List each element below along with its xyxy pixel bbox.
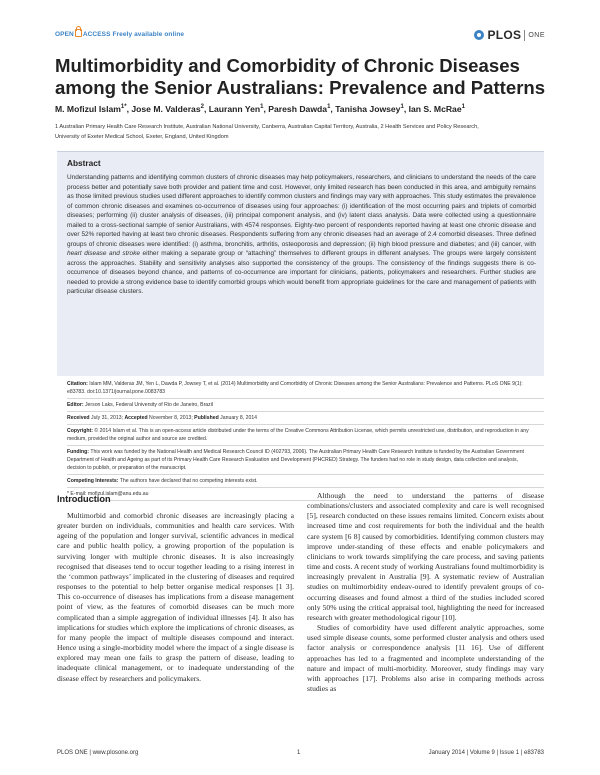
author-affil-marker: 1*	[120, 104, 127, 111]
author-name: Jose M. Valderas	[131, 104, 201, 114]
received-text: July 31, 2013;	[89, 415, 125, 421]
accepted-text: November 8, 2013;	[147, 415, 195, 421]
abstract-heading: Abstract	[67, 158, 101, 168]
plos-logo-icon	[474, 30, 484, 40]
author-affil-marker: 1	[461, 104, 465, 111]
freely-available-label: Freely available online	[112, 31, 185, 38]
funding-text: This work was funded by the National Health and Medical Research Council ID (402793, 2006). The Australian Primary Health Care Research Institute is funded by the Australian Government Department of Health and Ageing as part of its Primary Health Care Research Evaluation and Development (PHCRED) Strategy. The funders had no role in study design, data collection and analysis, decision to publish, or preparation of the manuscript.	[67, 449, 524, 471]
logo-divider	[524, 30, 525, 41]
meta-divider	[67, 445, 544, 446]
meta-divider	[67, 398, 544, 399]
abstract-panel	[57, 151, 544, 376]
introduction-heading: Introduction	[57, 494, 111, 504]
title-line-1: Multimorbidity and Comorbidity of Chronic Diseases	[55, 55, 520, 76]
footer-journal	[57, 750, 138, 756]
editor-label: Editor:	[67, 402, 84, 408]
citation-text: Islam MM, Valderas JM, Yen L, Dawda P, Jowsey T, et al. (2014) Multimorbidity and Comorbidity of Chronic Diseases among the Senior Australians: Prevalence and Patterns. PLoS ONE 9(1): e83783. doi:10.1371/journal.pone.0083783	[67, 381, 523, 395]
funding-label: Funding:	[67, 449, 89, 455]
logo-journal: ONE	[528, 31, 545, 39]
meta-divider	[67, 474, 544, 475]
citation	[67, 380, 537, 396]
dates	[67, 414, 537, 422]
competing-text: The authors have declared that no competing interests exist.	[118, 478, 258, 484]
title-line-2: among the Senior Australians: Prevalence and Patterns	[55, 77, 546, 98]
affiliation-line-1: 1 Australian Primary Health Care Research Institute, Australian National University, Canberra, Australian Capital Territory, Australia, 2 Health Services and Policy Research,	[55, 124, 479, 130]
author-affil-marker: 2	[200, 104, 204, 111]
intro-paragraph: Although the need to understand the patterns of disease combinations/clusters and associated complexity and care is well recognised [5], research conducted on these issues remains limited. Concern exists about increased time and cost requirements for both the individual and the health care system [6 8] caused by comorbidities. Identifying common clusters may improve under-standing of these effects and enable policymakers and clinicians to work towards simplifying the care process, and saving patients time and costs. A recent study of working Australians found multimorbidity is increasingly prevalent in Australia [9]. A systematic review of Australian studies on multimorbidity endeav-oured to identify prevalent groups of co-occurring diseases and found almost a third of the studies included scored only 50% using the critical appraisal tool, highlighting the need for increased research with greater methodological rigour [10].	[307, 491, 544, 622]
footer-url: | www.plosone.org	[89, 750, 139, 756]
footer-issue: January 2014 | Volume 9 | Issue 1 | e83783	[428, 750, 544, 756]
intro-right-column	[307, 491, 544, 694]
citation-label: Citation:	[67, 381, 88, 387]
copyright-text: © 2014 Islam et al. This is an open-access article distributed under the terms of the Creative Commons Attribution License, which permits unrestricted use, distribution, and reproduction in any medium, provided the original author and source are credited.	[67, 428, 529, 442]
author-list: M. Mofizul Islam$^{1*}$, Jose M. Valderas$^2$, Laurann Yen$^1$, Paresh Dawda$^1$, Tanisha Jowsey$^1$, Ian S. McRae$^1$	[55, 104, 465, 114]
correspondence-email: * E-mail: mofizul.islam@anu.edu.au	[67, 491, 149, 497]
open-lock-icon	[75, 29, 82, 37]
copyright	[67, 427, 537, 443]
received-label: Received	[67, 415, 90, 421]
published-label: Published	[194, 415, 219, 421]
intro-paragraph: Multimorbid and comorbid chronic diseases are increasingly placing a greater burden on individuals, communities and health care services. With ageing of the population and longer survival, scientific advances in medical care and public health policy, a growing proportion of the population is surviving longer with multiple chronic diseases. It is also increasingly recognised that diseases tend to occur together leading to a rising interest in the ‘common pathways’ implicated in the clustering of diseases and required responses to the potential to help better organise medical responses [1 3]. This co-occurrence of diseases has implications from a disease management point of view, as the features of comorbid diseases can be much more complicated than a simple aggregation of individual illnesses [4]. It also has implications for studies which explore the implications of chronic diseases, as for many people the impact of multiple diseases compound and interact. Hence using a single-morbidity model where the impact of a single disease is explored may mean one fails to grasp the pattern of disease, leading to inadequate clinical management, or to inadequate understanding of the disease effect by researchers and policymakers.	[57, 511, 294, 683]
abstract-body	[67, 173, 536, 297]
author-affil-marker: 1	[400, 104, 404, 111]
page-number: 1	[297, 750, 301, 756]
open-access-banner	[55, 29, 184, 38]
meta-divider	[67, 411, 544, 412]
intro-left-column	[57, 511, 294, 684]
open-access-prefix: OPEN	[55, 31, 74, 38]
meta-divider	[67, 424, 544, 425]
editor	[67, 401, 537, 409]
competing-interests	[67, 477, 537, 485]
footer-journal-name: PLOS ONE	[57, 750, 88, 756]
author-affil-marker: 1	[260, 104, 264, 111]
plos-one-logo	[474, 27, 545, 43]
accepted-label: Accepted	[124, 415, 148, 421]
abstract-text-b: either making a separate group or “attaching” themselves to different groups in different analyses. The groups were largely consistent across the approaches. Stability and sensitivity analyses also supported the consistency of the groups. The consistency of the findings suggests there is co-occurrence of diseases beyond chance, and patterns of co-occurrence are important for clinicians, patients, policymakers and researchers. Further studies are needed to provide a strong evidence base to identify comorbid groups which would benefit from appropriate guidelines for the care and management of patients with particular disease clusters.	[67, 250, 536, 295]
funding	[67, 448, 537, 472]
published-text: January 8, 2014	[218, 415, 258, 421]
abstract-text-a: Understanding patterns and identifying common clusters of chronic diseases may help policymakers, researchers, and clinicians to understand the needs of the care process better and potentially save both provider and patient time and cost. However, only limited research has been conducted in this area, and ambiguity remains as those limited previous studies used different approaches to identify common clusters and findings may vary with approaches. This study estimates the prevalence of common chronic diseases and examines co-occurrence of diseases using four approaches: (i) identification of the most occurring pairs and triplets of comorbid diseases; performing (ii) cluster analysis of diseases, (iii) principal component analysis, and (iv) latent class analysis. Data were collected using a questionnaire mailed to a cross-sectional sample of senior Australians, with 4574 responses. Eighty-two percent of respondents reported having at least one chronic disease and over 52% reported having at least two chronic diseases. Respondents suffering from any chronic diseases had an average of 2.4 comorbid diseases. Three defined groups of chronic diseases were identified: (i) asthma, bronchitis, arthritis, osteoporosis and depression; (ii) high blood pressure and diabetes; and (iii) cancer, with	[67, 174, 536, 248]
logo-brand: PLOS	[487, 28, 522, 42]
meta-divider	[67, 487, 544, 488]
intro-paragraph: Studies of comorbidity have used different analytic approaches, some used simple disease counts, some performed cluster analysis and others used factor analysis or correspondence analysis [11 16]. Use of different approaches has led to a fragmented and incomplete understanding of the nature and impact of multi-morbidity. Moreover, study findings may vary with approaches [17]. Problems also arise in comparing methods across studies as	[307, 623, 544, 693]
author-name: Tanisha Jowsey	[335, 104, 401, 114]
author-affil-marker: 1	[327, 104, 331, 111]
author-name: Laurann Yen	[208, 104, 261, 114]
copyright-label: Copyright:	[67, 428, 93, 434]
author-name: M. Mofizul Islam	[55, 104, 121, 114]
competing-label: Competing Interests:	[67, 478, 119, 484]
editor-text: Jerson Laks, Federal University of Rio de Janeiro, Brazil	[83, 402, 213, 408]
affiliations	[55, 123, 535, 142]
open-access-suffix: ACCESS	[82, 31, 111, 38]
affiliation-line-2: University of Exeter Medical School, Exeter, England, United Kingdom	[55, 133, 229, 140]
journal-header	[55, 27, 545, 45]
abstract-text-emphasis: heart disease and stroke	[67, 250, 140, 257]
author-name: Paresh Dawda	[268, 104, 328, 114]
article-title	[55, 55, 555, 99]
author-name: Ian S. McRae	[408, 104, 462, 114]
